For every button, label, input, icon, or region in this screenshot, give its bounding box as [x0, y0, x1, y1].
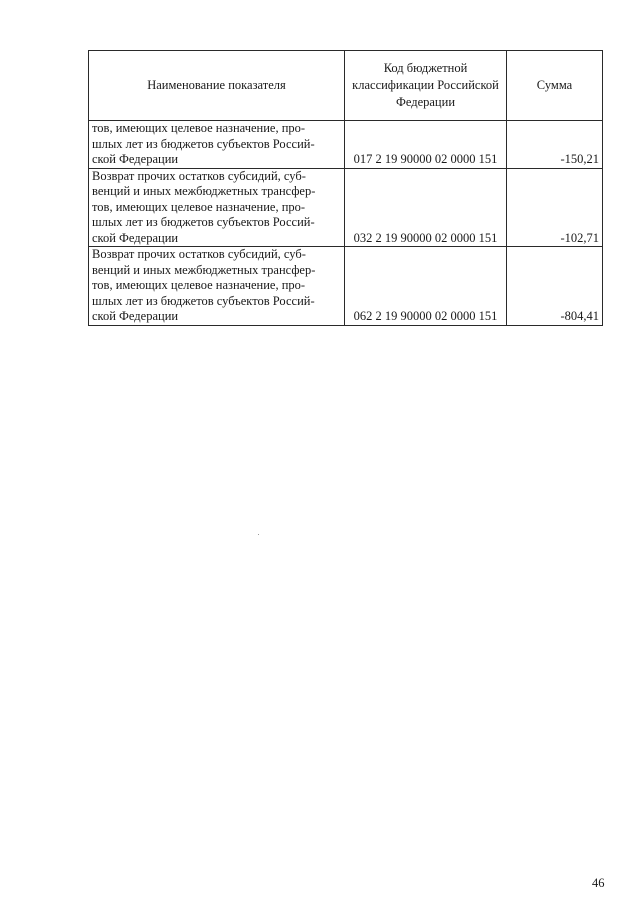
budget-return-table: [88, 50, 603, 326]
indicator-name-cell: [89, 168, 345, 247]
indicator-name-line: венций и иных межбюджетных трансфер-: [92, 184, 316, 198]
sum-cell: -150,21: [507, 121, 603, 169]
header-indicator-name: Наименование показателя: [89, 51, 345, 121]
sum-cell: -102,71: [507, 168, 603, 247]
page-number: 46: [592, 876, 605, 890]
sum-cell: -804,41: [507, 247, 603, 326]
indicator-name-line: шлых лет из бюджетов субъектов Россий-: [92, 215, 315, 229]
indicator-name-line: тов, имеющих целевое назначение, про-: [92, 121, 306, 135]
indicator-name-cell: [89, 247, 345, 326]
table-row: [89, 168, 603, 247]
header-sum: Сумма: [507, 51, 603, 121]
table-row: [89, 247, 603, 326]
budget-code-cell: 032 2 19 90000 02 0000 151: [345, 168, 507, 247]
indicator-name-line: тов, имеющих целевое назначение, про-: [92, 199, 306, 214]
indicator-name-line: ской Федерации: [92, 230, 179, 245]
indicator-name-line: шлых лет из бюджетов субъектов Россий-: [92, 293, 315, 308]
indicator-name-line: венций и иных межбюджетных трансфер-: [92, 262, 316, 277]
indicator-name-line: Возврат прочих остатков субсидий, суб-: [92, 168, 306, 183]
budget-code-cell: 062 2 19 90000 02 0000 151: [345, 247, 507, 326]
indicator-name-line: шлых лет из бюджетов субъектов Россий-: [92, 136, 315, 151]
indicator-name-line: тов, имеющих целевое назначение, про-: [92, 278, 306, 292]
indicator-name-cell: [89, 121, 345, 169]
header-budget-code: Код бюджетной классификации Российской Федерации: [345, 51, 507, 121]
table-row: [89, 121, 603, 169]
indicator-name-line: ской Федерации: [92, 152, 179, 166]
scan-speck: [258, 534, 259, 535]
indicator-name-line: ской Федерации: [92, 309, 179, 323]
budget-code-cell: 017 2 19 90000 02 0000 151: [345, 121, 507, 169]
indicator-name-line: Возврат прочих остатков субсидий, суб-: [92, 247, 306, 261]
table-header-row: [89, 51, 603, 121]
